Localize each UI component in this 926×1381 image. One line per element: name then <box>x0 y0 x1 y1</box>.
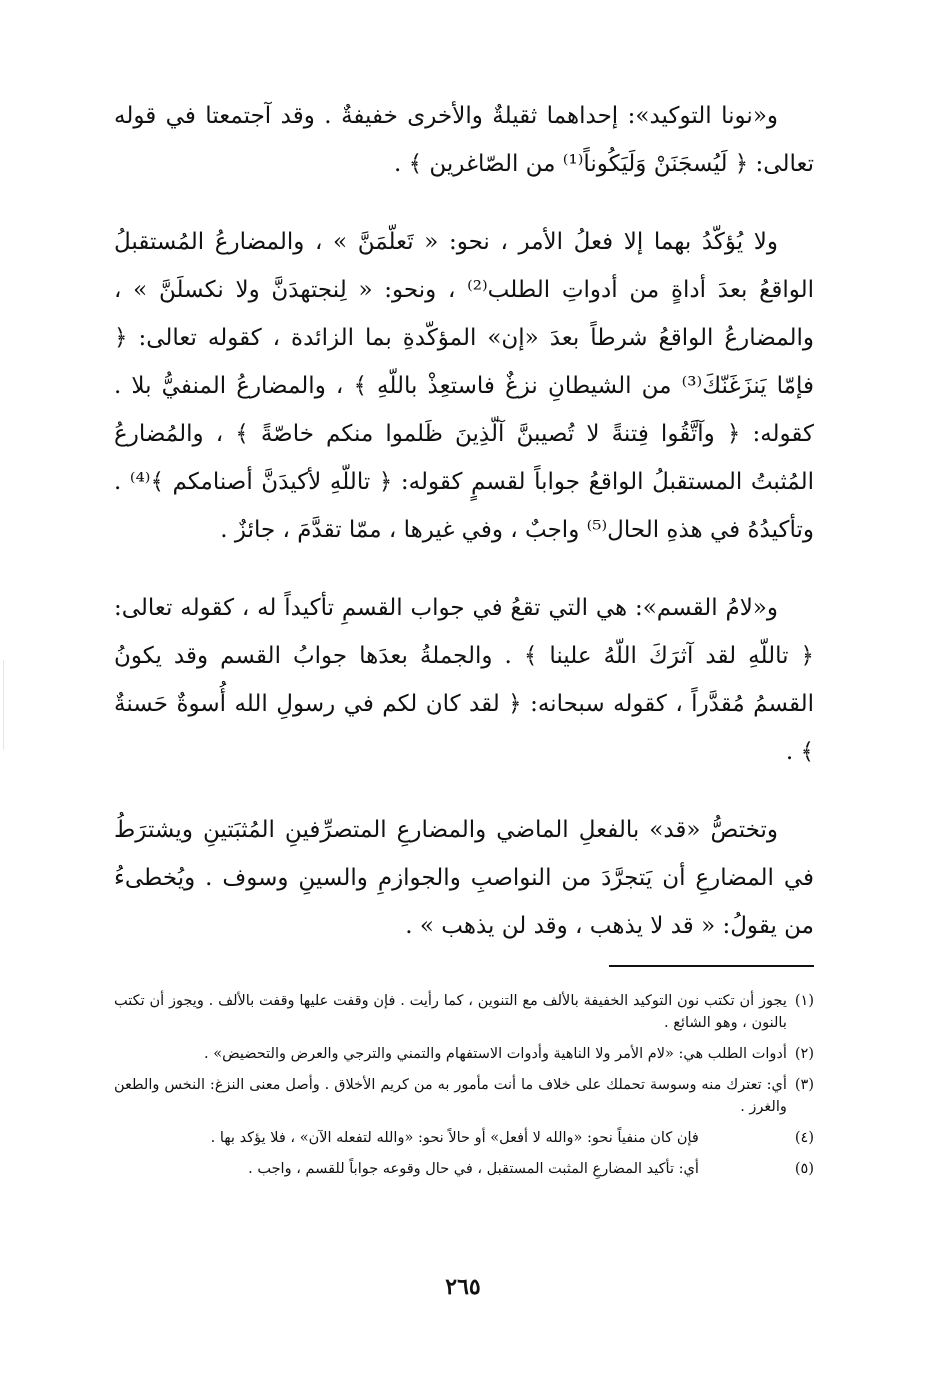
footnote-number: (٣) <box>794 1077 814 1093</box>
footnote-text: أي: تعترك منه وسوسة تحملك على خلاف ما أنت مأمور به من كريم الأخلاق . وأصل معنى النزغ: النخس والطعن والغرز . <box>114 1077 787 1115</box>
footnote-item <box>114 1158 814 1180</box>
paragraph-tawkid-usage: ولا يُؤكّدُ بهما إلا فعلُ الأمر ، نحو: « تَعلّمَنَّ » ، والمضارعُ المُستقبلُ الواقعُ بعدَ أداةٍ من أدواتِ الطلب⁽²⁾ ، ونحو: « لِنجتهدَنَّ ولا نكسلَنَّ » ، والمضارعُ الواقعُ شرطاً بعدَ «إن» المؤكّدةِ بما الزائدة ، كقوله تعالى: ﴿ فإمّا يَنزَغَنّكَ⁽³⁾ من الشيطانِ نزغٌ فاستعِذْ باللّهِ ﴾ ، والمضارعُ المنفيُّ بلا . كقوله: ﴿ وآتَّقُوا فِتنةً لا تُصيبنَّ آلّذِينَ ظَلموا منكم خاصّةً ﴾ ، والمُضارعُ المُثبتُ المستقبلُ الواقعُ جواباً لقسمٍ كقوله: ﴿ تاللّهِ لأكيدَنَّ أصنامكم ﴾⁽⁴⁾ . وتأكيدُهُ في هذهِ الحال⁽⁵⁾ واجبٌ ، وفي غيرها ، ممّا تقدَّمَ ، جائزٌ . <box>114 229 814 543</box>
footnote-item <box>114 990 814 1034</box>
paragraph-qad: وتختصُّ «قد» بالفعلِ الماضي والمضارعِ المتصرِّفينِ المُثبَتينِ ويشترَطُ في المضارعِ أن يَتجرَّدَ من النواصبِ والجوازمِ والسينِ وسوف . ويُخطىءُ من يقولُ: « قد لا يذهب ، وقد لن يذهب » . <box>114 817 814 939</box>
footnote-text: أدوات الطلب هي: «لام الأمر ولا الناهية وأدوات الاستفهام والتمني والترجي والعرض والتحضيض» . <box>203 1046 787 1062</box>
footnote-text: فإن كان منفياً نحو: «والله لا أفعل» أو حالاً نحو: «والله لتفعله الآن» ، فلا يؤكد بها . <box>210 1130 699 1146</box>
paragraph-tawkid-nouns: و«نونا التوكيد»: إحداهما ثقيلةٌ والأخرى خفيفةٌ . وقد آجتمعتا في قوله تعالى: ﴿ لَيُسجَنَنْ وَلَيَكُوناً⁽¹⁾ من الصّاغرين ﴾ . <box>114 103 814 177</box>
footnote-text: أي: تأكيد المضارعِ المثبت المستقبل ، في حال وقوعه جواباً للقسم ، واجب . <box>248 1161 699 1177</box>
footnote-text: يجوز أن تكتب نون التوكيد الخفيفة بالألف مع التنوين ، كما رأيت . فإن وقفت عليها وقفت بالألف . ويجوز أن تكتب بالنون ، وهو الشائع . <box>114 993 787 1031</box>
footnote-item <box>114 1043 814 1065</box>
main-text <box>114 92 814 980</box>
footnote-item <box>114 1074 814 1118</box>
footnote-number: (٥) <box>794 1161 814 1177</box>
footnote-number: (٤) <box>794 1130 814 1146</box>
footnote-item <box>114 1127 814 1149</box>
page-number: ٢٦٥ <box>445 1274 481 1300</box>
paragraph-lam-qasam: و«لامُ القسم»: هي التي تقعُ في جواب القسمِ تأكيداً له ، كقوله تعالى: ﴿ تاللّهِ لقد آثرَكَ اللّهُ علينا ﴾ . والجملةُ بعدَها جوابُ القسم وقد يكونُ القسمُ مُقدَّراً ، كقوله سبحانه: ﴿ لقد كان لكم في رسولِ الله أُسوةٌ حَسنةٌ ﴾ . <box>114 595 814 765</box>
footnotes <box>114 990 814 1189</box>
footnote-separator <box>609 965 814 967</box>
scan-edge-line <box>3 660 4 750</box>
footnote-number: (٢) <box>794 1046 814 1062</box>
footnote-number: (١) <box>794 993 814 1009</box>
